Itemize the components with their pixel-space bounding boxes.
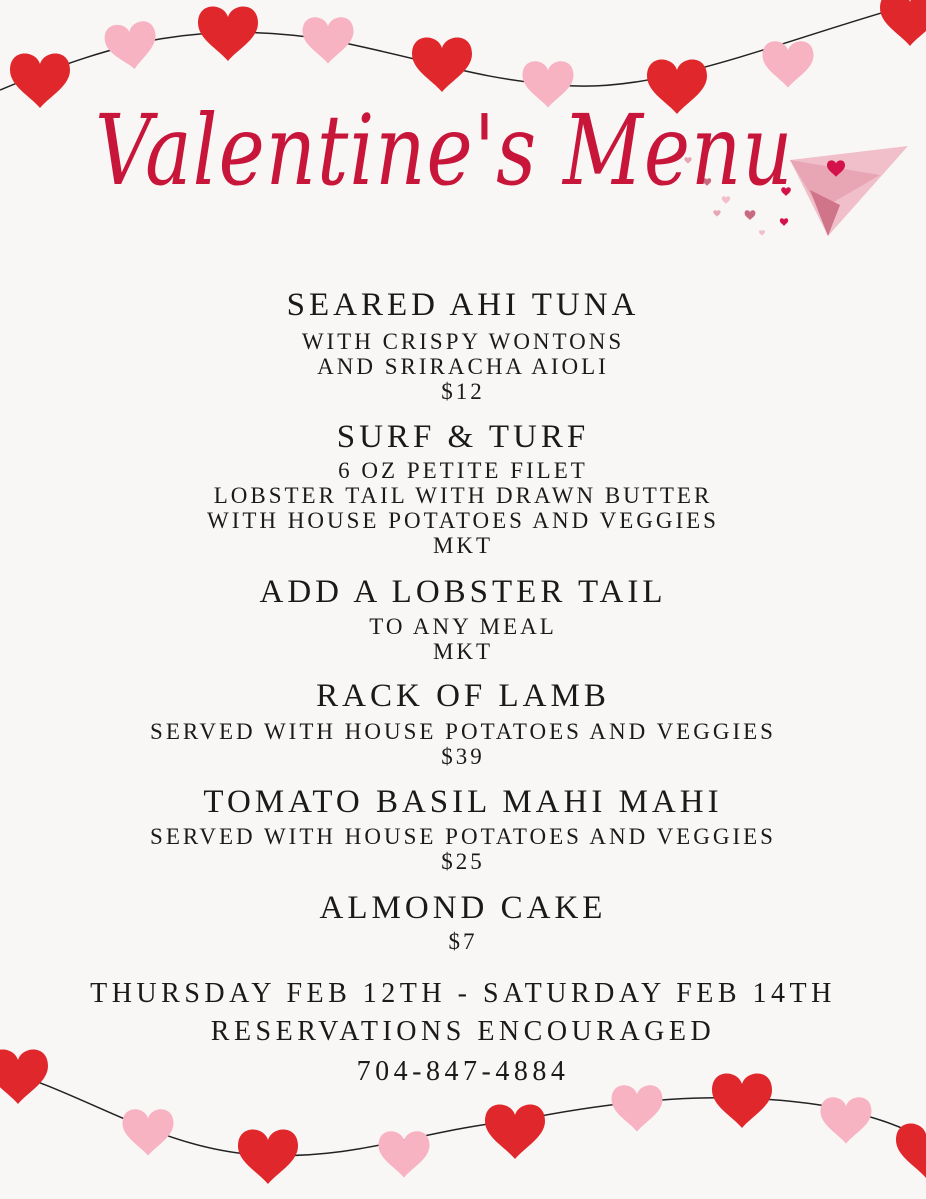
paper-plane-icon xyxy=(790,146,908,236)
item-name: RACK OF LAMB xyxy=(316,678,610,714)
item-description: AND SRIRACHA AIOLI xyxy=(317,354,609,379)
item-name: TOMATO BASIL MAHI MAHI xyxy=(203,784,723,820)
reservations-note: RESERVATIONS ENCOURAGED xyxy=(210,1016,716,1047)
menu-title: Valentine's Menu xyxy=(95,95,794,208)
item-price: $7 xyxy=(448,929,478,954)
dates: THURSDAY FEB 12TH - SATURDAY FEB 14TH xyxy=(90,978,836,1009)
item-description: LOBSTER TAIL WITH DRAWN BUTTER xyxy=(213,483,713,508)
item-name: SEARED AHI TUNA xyxy=(286,287,640,323)
item-price: MKT xyxy=(432,533,494,558)
item-price: $12 xyxy=(441,379,485,404)
item-description: WITH HOUSE POTATOES AND VEGGIES xyxy=(207,508,719,533)
item-description: 6 OZ PETITE FILET xyxy=(338,458,588,483)
item-price: $39 xyxy=(441,744,485,769)
item-description: WITH CRISPY WONTONS xyxy=(301,329,625,354)
item-name: ADD A LOBSTER TAIL xyxy=(259,574,667,610)
item-description: TO ANY MEAL xyxy=(369,614,557,639)
item-name: ALMOND CAKE xyxy=(319,890,607,926)
item-description: SERVED WITH HOUSE POTATOES AND VEGGIES xyxy=(150,824,776,849)
item-price: $25 xyxy=(441,849,485,874)
phone-number: 704-847-4884 xyxy=(356,1056,570,1087)
item-price: MKT xyxy=(432,639,494,664)
item-description: SERVED WITH HOUSE POTATOES AND VEGGIES xyxy=(150,719,776,744)
item-name: SURF & TURF xyxy=(336,419,590,455)
